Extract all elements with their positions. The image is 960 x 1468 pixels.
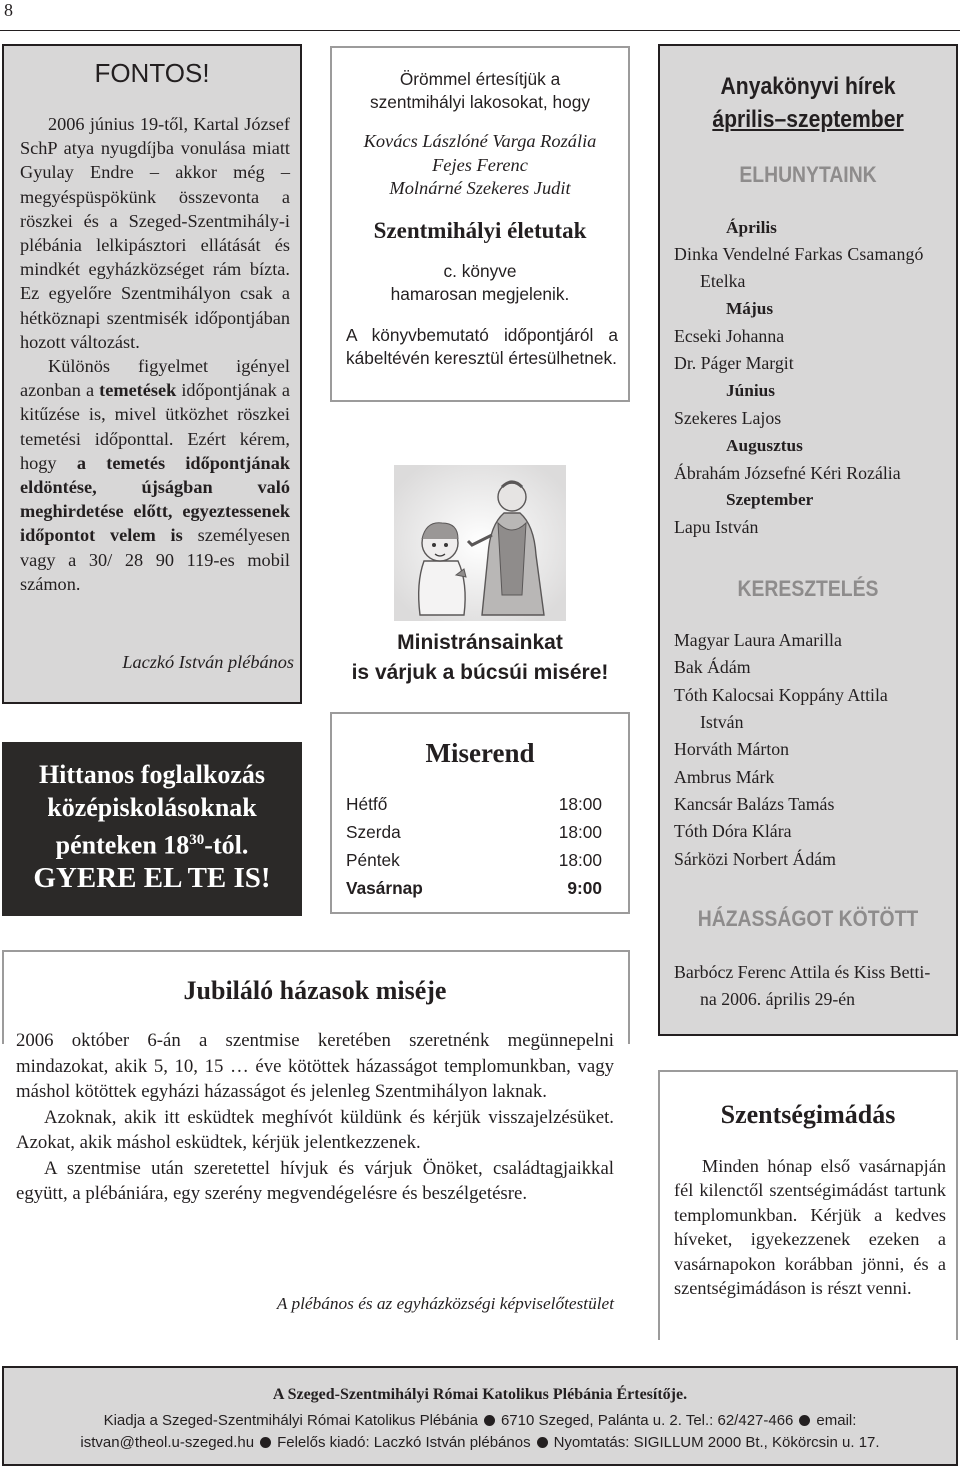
notice-box <box>2 44 302 704</box>
footer-line-1 <box>4 1412 956 1429</box>
register-entry: Ábrahám Józsefné Kéri Rozália <box>674 463 901 483</box>
footer-email-label: email: <box>816 1412 857 1429</box>
notice-text: időpontjának a kitűzése is, mivel ütközhet röszkei temetési időponttal. Ezért kérem, hogy <box>20 380 290 473</box>
catechism-minutes: 30 <box>189 832 205 848</box>
register-entry: Barbócz Ferenc Attila és Kiss Betti- <box>674 962 931 982</box>
catechism-box <box>2 742 302 916</box>
catechism-line-4: GYERE EL TE IS! <box>33 861 271 894</box>
marriages-heading: HÁZASSÁGOT KÖTÖTT <box>697 906 919 931</box>
footer-line-2 <box>4 1434 956 1451</box>
jubilee-body <box>16 1028 614 1207</box>
notice-paragraph-1: 2006 június 19-től, Kartal József SchP atya nyugdíjba vonulása miatt Gyulay Endre – akkor még – megyéspüspökünk összevonta a röszkei és a Szeged-Szentmihály-i plébánia lelkipásztori ellátását és mindkét egyházközséget rám bízta. Ez egyelőre Szentmihályon csak a hétköznapi szentmisék időpontjában hozott változást. <box>20 114 290 352</box>
catechism-line-1: Hittanos foglalkozás <box>38 760 266 789</box>
book-title: Szentmihályi életutak <box>373 218 587 243</box>
announcement-line: szentmihályi lakosokat, hogy <box>370 92 590 112</box>
adoration-paragraph: Minden hónap első vasárnapján fél kilenctől szentségimádást tartunk templomunkban. Kérjük a kedves híveket, igyekezzenek ezeken a vasárnapokon korábban jönni, és a szentségimádáson is részt venni. <box>674 1156 946 1299</box>
announcement-line: Örömmel értesítjük a <box>399 69 561 89</box>
author-name: Kovács Lászlóné Varga Rozália <box>363 131 597 151</box>
register-title <box>678 70 938 136</box>
invitation-line: Ministránsainkat <box>397 631 563 654</box>
author-names <box>332 130 628 201</box>
mass-day: Szerda <box>346 822 401 842</box>
altar-servers-illustration <box>394 465 566 621</box>
register-entry: Magyar Laura Amarilla <box>674 630 842 650</box>
mass-day: Péntek <box>346 850 400 870</box>
mass-time: 9:00 <box>567 878 602 898</box>
jubilee-title: Jubiláló házasok miséje <box>183 976 447 1005</box>
adoration-box <box>658 1070 958 1340</box>
mass-schedule-title: Miserend <box>425 738 535 768</box>
register-title-line: Anyakönyvi hírek <box>720 73 896 100</box>
catechism-line-2: középiskolásoknak <box>47 793 257 822</box>
register-entry: Tóth Kalocsai Koppány Attila <box>674 685 888 705</box>
header-rule <box>0 30 960 31</box>
footer-title: A Szeged-Szentmihályi Római Katolikus Plébánia Értesítője. <box>272 1386 688 1403</box>
mass-schedule-box <box>330 712 630 914</box>
author-name: Fejes Ferenc <box>432 154 528 175</box>
footer-responsible: Felelős kiadó: Laczkó István plébános <box>277 1434 531 1451</box>
bullet-icon <box>799 1415 810 1426</box>
deaths-heading: ELHUNYTAINK <box>739 162 877 187</box>
bullet-icon <box>537 1437 548 1448</box>
notice-text: Különös figyelmet igényel azonban a <box>20 356 290 401</box>
book-announcement-box <box>330 46 630 402</box>
notice-emphasis: a temetés időpontjának eldöntése, újságban való meghirdetése előtt, egyeztessenek időpontot velem is <box>20 452 290 546</box>
notice-title: FONTOS! <box>94 58 210 88</box>
footer-printer: Nyomtatás: SIGILLUM 2000 Bt., Kökörcsin u. 17. <box>553 1434 880 1451</box>
catechism-line-3 <box>2 824 302 862</box>
register-entry: Lapu István <box>674 517 759 537</box>
register-entry: Ecseki Johanna <box>674 326 785 346</box>
month-heading: Április <box>726 218 777 237</box>
footer-publisher: Kiadja a Szeged-Szentmihályi Római Katolikus Plébánia <box>103 1412 478 1429</box>
register-entry: Szekeres Lajos <box>674 408 782 428</box>
book-launch-note: A könyvbemutató időpontjáról a kábeltévén keresztül értesülhetnek. <box>346 325 618 368</box>
register-entry: Horváth Márton <box>674 739 790 759</box>
jubilee-paragraph: 2006 október 6-án a szentmise keretében szeretnénk megünnepelni mindazokat, akik 5, 10, 15 … éve kötöttek házasságot templomunkban, vagy máshol kötöttek egyházi házasságot és jelenleg Szentmihályon laknak. <box>16 1030 614 1102</box>
book-subtitle <box>332 260 628 306</box>
bullet-icon <box>260 1437 271 1448</box>
register-entry: Tóth Dóra Klára <box>674 821 792 841</box>
month-heading: Augusztus <box>726 436 803 455</box>
register-period: április–szeptember <box>712 106 904 133</box>
register-entry: Kancsár Balázs Tamás <box>674 794 835 814</box>
mass-time: 18:00 <box>558 822 602 842</box>
notice-text: személyesen vagy a 30/ 28 90 119-es mobil számon. <box>20 525 290 594</box>
catechism-suffix: -tól. <box>204 830 249 860</box>
author-name: Molnárné Szekeres Judit <box>389 178 571 198</box>
mass-time: 18:00 <box>558 794 602 814</box>
notice-paragraph-2 <box>20 354 290 596</box>
footer-address: 6710 Szeged, Palánta u. 2. Tel.: 62/427-466 <box>500 1412 794 1429</box>
jubilee-paragraph: Azoknak, akik itt esküdtek meghívót küldünk és kérjük visszajelzésüket. Azokat, akik máshol esküdtek, kérjük jelentkezzenek. <box>16 1106 614 1153</box>
notice-signature: Laczkó István plébános <box>122 652 294 672</box>
mass-day: Vasárnap <box>346 878 423 898</box>
register-entry: Etelka <box>700 271 746 291</box>
month-heading: Május <box>726 299 774 318</box>
register-entry: na 2006. április 29-én <box>700 989 856 1009</box>
register-entry: Dinka Vendelné Farkas Csamangó <box>674 244 924 264</box>
jubilee-signature: A plébános és az egyházközségi képviselőtestület <box>276 1294 614 1313</box>
publisher-footer <box>2 1366 958 1466</box>
month-heading: Szeptember <box>726 490 814 509</box>
altar-servers-invitation <box>330 628 630 688</box>
bullet-icon <box>484 1415 495 1426</box>
mass-day: Hétfő <box>346 794 388 814</box>
footer-email: istvan@theol.u-szeged.hu <box>80 1434 255 1451</box>
parish-register-box <box>658 44 958 1036</box>
register-entry: Bak Ádám <box>674 657 751 677</box>
register-entry: Sárközi Norbert Ádám <box>674 849 836 869</box>
notice-body <box>20 112 290 596</box>
register-entry: István <box>700 712 744 732</box>
register-entry: Ambrus Márk <box>674 767 775 787</box>
month-heading: Június <box>726 381 776 400</box>
page-number: 8 <box>4 0 13 20</box>
book-subtitle-line: c. könyve <box>443 261 517 281</box>
jubilee-paragraph: A szentmise után szeretettel hívjuk és várjuk Önöket, családtagjaikkal együtt, a plébániára, egy szerény megvendégelésre és beszélgetésre. <box>16 1157 614 1204</box>
adoration-body <box>674 1154 946 1300</box>
notice-emphasis: temetések <box>99 380 177 401</box>
catechism-day: pénteken 18 <box>55 830 190 860</box>
register-entry: Dr. Páger Margit <box>674 353 794 373</box>
adoration-title: Szentségimádás <box>720 1100 896 1129</box>
baptisms-heading: KERESZTELÉS <box>737 576 879 601</box>
mass-time: 18:00 <box>558 850 602 870</box>
book-announcement-head <box>332 68 628 114</box>
book-subtitle-line: hamarosan megjelenik. <box>390 284 570 304</box>
invitation-line: is várjuk a búcsúi misére! <box>351 661 609 684</box>
